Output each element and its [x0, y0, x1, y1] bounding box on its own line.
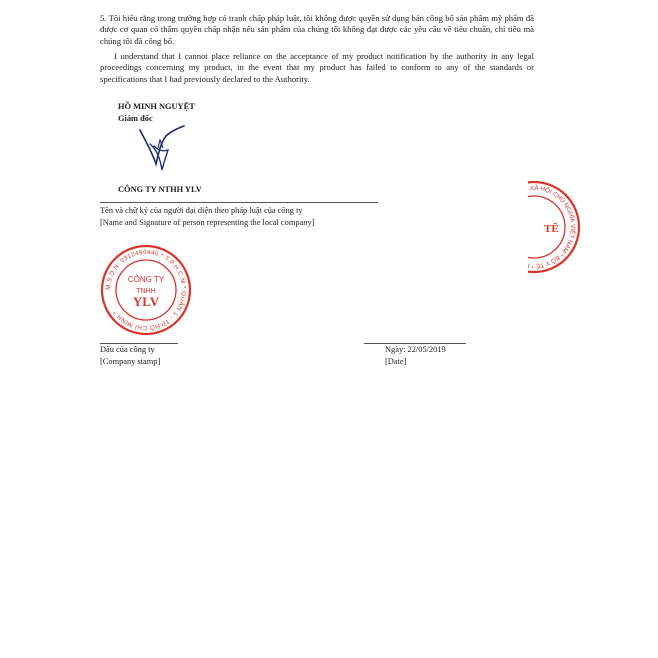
- company-name: CÔNG TY NTHH YLV: [118, 185, 202, 194]
- signature-line: [100, 202, 378, 203]
- partial-stamp-ring-text: C.H.XÃ HỘI CHỦ NGHĨA VIỆT NAM * BỘ Y TẾ * HÀ NỘI: [507, 184, 577, 270]
- declaration-vietnamese: 5. Tôi hiểu rằng trong trường hợp có tranh chấp pháp luật, tôi không được quyền sử dụng bản công bố sản phẩm mỹ phẩm đã được cơ quan có thẩm quyền chấp nhận nếu sản phẩm của chúng tôi không đạt được các yêu cầu về tiêu chuẩn, chỉ tiêu mà chúng tôi đã công bố.: [100, 13, 534, 46]
- date-label-vn: Ngày: 22/05/2019: [385, 345, 446, 354]
- company-stamp-ring-text: M.S.D.N: 0312490440 * T.P.H.C.M * QUẬN 1 - TP.HỒ CHÍ MINH *: [104, 248, 188, 332]
- representative-caption-en: [Name and Signature of person representing the local company]: [100, 218, 315, 227]
- company-stamp-line3: YLV: [132, 294, 160, 309]
- signature-image: [122, 118, 202, 178]
- date-line: [364, 343, 466, 344]
- company-stamp: [99, 243, 193, 337]
- stamp-label-en: [Company stamp]: [100, 357, 161, 366]
- date-label-en: [Date]: [385, 357, 407, 366]
- stamp-line: [100, 343, 178, 344]
- signer-title: Giám đốc: [118, 114, 153, 123]
- declaration-english: I understand that I cannot place reliance on the acceptance of my product notification by the authority in any legal proceedings concerning my product, in the event that my product has failed to conform to any of the standards or specifications that I had previously declared to the Authority.: [100, 51, 534, 84]
- signer-name: HỒ MINH NGUYỆT: [118, 102, 195, 111]
- partial-stamp: [507, 178, 584, 276]
- company-stamp-line2: TNHH: [136, 288, 156, 295]
- representative-caption-vn: Tên và chữ ký của người đại diện theo pháp luật của công ty: [100, 206, 303, 215]
- partial-stamp-clip: [507, 178, 584, 276]
- company-stamp-line1: CÔNG TY: [127, 275, 165, 284]
- partial-stamp-center: TẾ: [544, 223, 559, 235]
- stamp-label-vn: Dấu của công ty: [100, 345, 155, 354]
